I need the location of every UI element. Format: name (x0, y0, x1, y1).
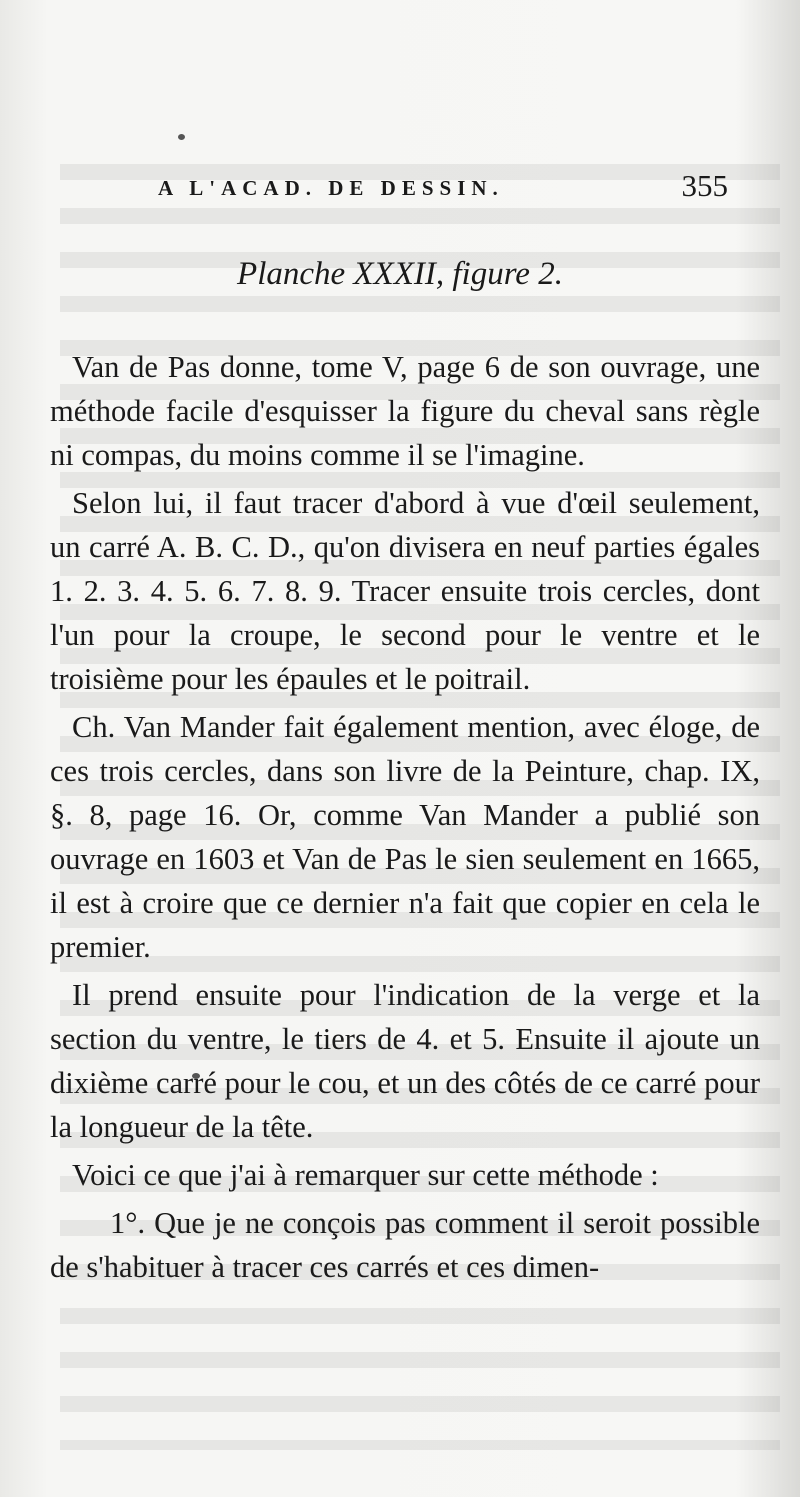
page-header (158, 168, 728, 208)
body-text (50, 345, 760, 1293)
paragraph: Il prend ensuite pour l'indication de la verge et la section du ventre, le tiers de 4. et 5. Ensuite il ajoute un dixième carré pour le cou, et un des côtés de ce carré pour la longueur de la tête. (50, 978, 760, 1144)
ink-speck (178, 134, 185, 140)
page-number: 355 (681, 168, 728, 203)
paragraph: Voici ce que j'ai à remarquer sur cette méthode : (72, 1158, 659, 1192)
paragraph: Van de Pas donne, tome V, page 6 de son ouvrage, une méthode facile d'esquisser la figure du cheval sans règle ni compas, du moins comme il se l'imagine. (50, 350, 760, 472)
paragraph: Selon lui, il faut tracer d'abord à vue d'œil seulement, un carré A. B. C. D., qu'on divisera en neuf parties égales 1. 2. 3. 4. 5. 6. 7. 8. 9. Tracer ensuite trois cercles, dont l'un pour la croupe, le second pour le ventre et le troisième pour les épaules et le poitrail. (50, 486, 760, 696)
running-head: A L'ACAD. DE DESSIN. (158, 176, 504, 200)
paragraph: Ch. Van Mander fait également mention, avec éloge, de ces trois cercles, dans son livre de la Peinture, chap. IX, §. 8, page 16. Or, comme Van Mander a publié son ouvrage en 1603 et Van de Pas le sien seulement en 1665, il est à croire que ce dernier n'a fait que copier en cela le premier. (50, 710, 760, 964)
numbered-remark: 1°. Que je ne conçois pas comment il seroit possible de s'habituer à tracer ces carrés et ces dimen- (50, 1206, 760, 1284)
plate-title: Planche XXXII, figure 2. (237, 256, 563, 292)
